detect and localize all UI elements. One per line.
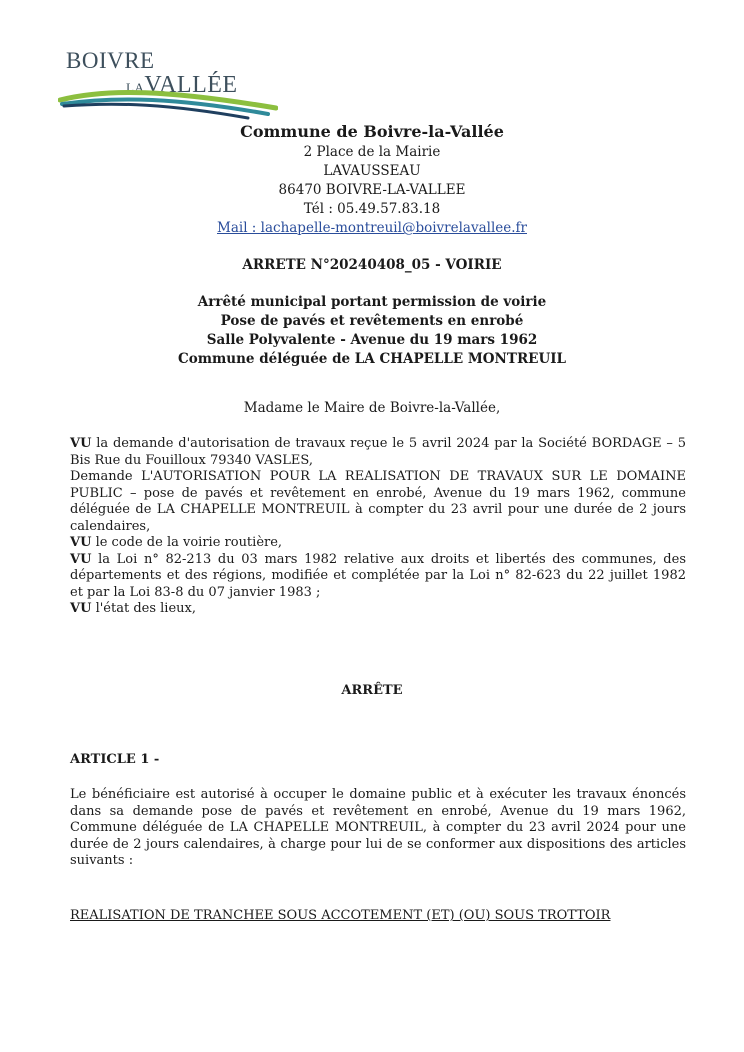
section-heading: REALISATION DE TRANCHEE SOUS ACCOTEMENT (ET) (OU) SOUS TROTTOIR (70, 908, 611, 923)
greeting: Madame le Maire de Boivre-la-Vallée, (243, 400, 501, 416)
commune-name: Commune de Boivre-la-Vallée (240, 122, 504, 141)
logo-text-boivre: BOIVRE (66, 48, 155, 73)
mail-link[interactable]: Mail : lachapelle-montreuil@boivrelavallee.fr (217, 220, 527, 236)
arrete-number: ARRETE N°20240408_05 - VOIRIE (242, 257, 502, 273)
logo-text-la: LA (126, 80, 145, 95)
subject-line-3: Salle Polyvalente - Avenue du 19 mars 1962 (206, 332, 538, 348)
address-line-2: LAVAUSSEAU (323, 163, 421, 179)
vu-paragraph-2 (70, 535, 686, 552)
article-1-title: ARTICLE 1 - (70, 752, 160, 767)
article-1-body: Le bénéficiaire est autorisé à occuper le domaine public et à exécuter les travaux énoncés dans sa demande pose de pavés et revêtement en enrobé, Avenue du 19 mars 1962, Commune déléguée de LA CHAPELLE MONTREUIL, à compter du 23 avril 2024 pour une durée de 2 jours calendaires, à charge pour lui de se conformer aux dispositions des articles suivants : (70, 787, 686, 868)
subject-line-4: Commune déléguée de LA CHAPELLE MONTREUIL (177, 351, 567, 367)
considerations-block (70, 436, 686, 618)
logo-text-vallee: VALLÉE (144, 72, 238, 98)
logo-wave-icon (58, 86, 278, 122)
address-line-1: 2 Place de la Mairie (303, 144, 441, 160)
vu-label: VU (70, 601, 92, 616)
vu-text: le code de la voirie routière, (91, 535, 283, 550)
mail-line-wrapper (0, 220, 744, 236)
vu-label: VU (70, 535, 92, 550)
vu-label: VU (70, 551, 92, 567)
commune-logo (58, 42, 278, 124)
vu-paragraph-4 (70, 601, 686, 618)
arrete-heading: ARRÊTE (341, 683, 403, 698)
vu-text: la demande d'autorisation de travaux reçue le 5 avril 2024 par la Société BORDAGE – 5 Bis Rue du Fouilloux 79340 VASLES, (70, 436, 686, 468)
vu-paragraph-3 (70, 552, 686, 602)
subject-line-1: Arrêté municipal portant permission de voirie (197, 294, 547, 310)
vu-paragraph-1 (70, 436, 686, 469)
subject-line-2: Pose de pavés et revêtements en enrobé (220, 313, 524, 329)
vu-label: VU (70, 436, 92, 451)
address-line-3: 86470 BOIVRE-LA-VALLEE (278, 182, 466, 198)
vu-text: la Loi n° 82-213 du 03 mars 1982 relative aux droits et libertés des communes, des départements et des régions, modifiée et complétée par la Loi n° 82-623 du 22 juillet 1982 et par la Loi 83-8 du 07 janvier 1983 ; (70, 551, 686, 600)
phone-line: Tél : 05.49.57.83.18 (303, 201, 441, 217)
demande-paragraph: Demande L'AUTORISATION POUR LA REALISATION DE TRAVAUX SUR LE DOMAINE PUBLIC – pose de pavés et revêtement en enrobé, Avenue du 19 mars 1962, commune déléguée de LA CHAPELLE MONTREUIL à compter du 23 avril pour une durée de 2 jours calendaires, (70, 469, 686, 534)
vu-text: l'état des lieux, (91, 601, 196, 616)
